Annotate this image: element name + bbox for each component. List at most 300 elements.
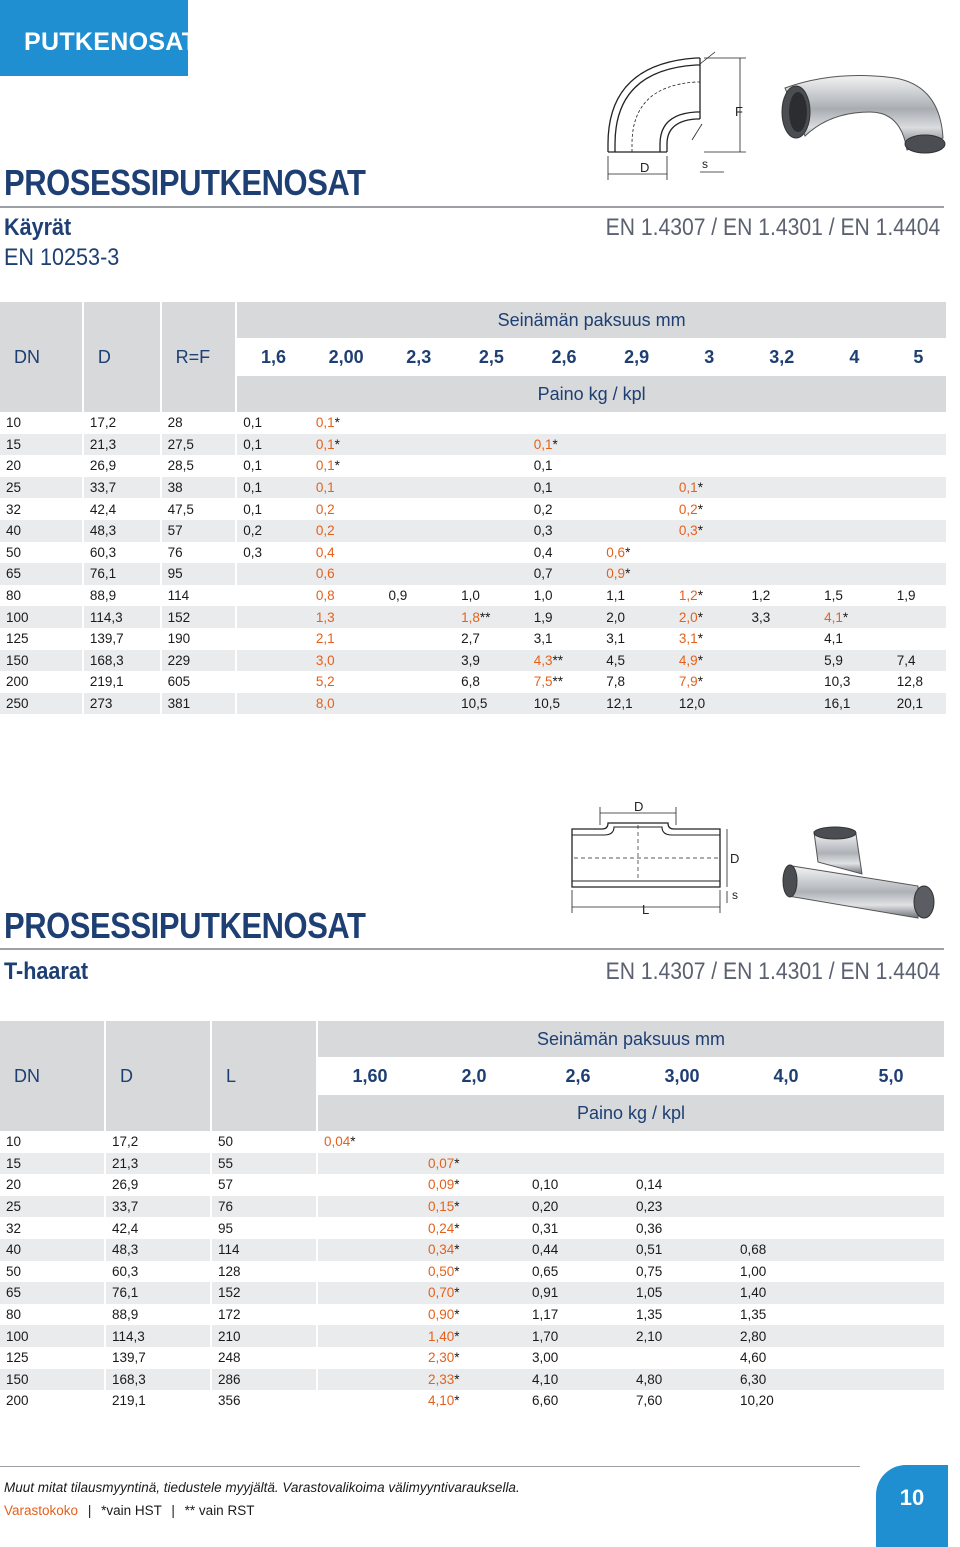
table-row bbox=[0, 1217, 944, 1239]
thickness-7: 3,2 bbox=[746, 338, 819, 376]
table-cell bbox=[455, 563, 528, 585]
table-cell bbox=[455, 498, 528, 520]
table-cell: 20,1 bbox=[891, 693, 946, 715]
table-cell: 21,3 bbox=[84, 434, 162, 456]
table-cell: 7,5** bbox=[533, 674, 563, 690]
table-cell bbox=[673, 455, 746, 477]
table-cell: 114 bbox=[162, 585, 238, 607]
wall-thickness-header: Seinämän paksuus mm bbox=[237, 302, 946, 338]
table-cell bbox=[422, 1131, 526, 1153]
table-cell bbox=[630, 1347, 734, 1369]
table-cell: 3,9 bbox=[455, 650, 528, 672]
table-cell: 80 bbox=[0, 585, 84, 607]
table-cell: 55 bbox=[212, 1153, 318, 1175]
table-cell bbox=[455, 455, 528, 477]
table-cell: 0,44 bbox=[526, 1239, 630, 1261]
table-cell: 3,1* bbox=[678, 631, 703, 647]
table-cell: 6,8 bbox=[461, 674, 480, 690]
thickness-5: 5,0 bbox=[838, 1057, 944, 1095]
table-cell: 3,1 bbox=[606, 631, 626, 647]
table-row bbox=[0, 520, 946, 542]
table-cell bbox=[746, 693, 819, 715]
table-cell bbox=[630, 1131, 734, 1153]
table-cell bbox=[891, 498, 946, 520]
rst-note: ** vain RST bbox=[184, 1503, 255, 1518]
tee-product-image bbox=[778, 822, 946, 922]
table-cell: 40 bbox=[0, 520, 84, 542]
table-cell bbox=[237, 628, 310, 650]
table-cell bbox=[318, 1369, 422, 1391]
table-cell: 2,0* bbox=[673, 606, 746, 628]
stock-size-label: Varastokoko bbox=[4, 1503, 79, 1518]
table-cell: 60,3 bbox=[84, 542, 162, 564]
table-cell: 10 bbox=[0, 1131, 106, 1153]
table-cell: 0,91 bbox=[526, 1282, 630, 1304]
table-cell: 25 bbox=[0, 1196, 106, 1218]
table-cell bbox=[746, 671, 819, 693]
table-cell: 5,2 bbox=[315, 674, 335, 690]
table-cell: 6,30 bbox=[734, 1369, 838, 1391]
section1-title: PROSESSIPUTKENOSAT bbox=[4, 162, 366, 203]
table-cell: 60,3 bbox=[106, 1261, 212, 1283]
table-cell: 0,1 bbox=[237, 434, 310, 456]
table-cell bbox=[382, 498, 455, 520]
table-cell: 0,2 bbox=[533, 501, 553, 517]
table-cell: 47,5 bbox=[162, 498, 238, 520]
table-cell: 0,07* bbox=[422, 1153, 526, 1175]
table-cell: 172 bbox=[212, 1304, 318, 1326]
table-cell bbox=[600, 455, 673, 477]
thickness-2: 2,3 bbox=[382, 338, 455, 376]
table-cell bbox=[746, 412, 819, 434]
table-cell: 57 bbox=[162, 520, 238, 542]
table-cell bbox=[600, 434, 673, 456]
table-cell bbox=[734, 1217, 838, 1239]
table-cell: 0,6 bbox=[310, 563, 383, 585]
table-cell: 65 bbox=[0, 563, 84, 585]
table-cell: 57 bbox=[212, 1174, 318, 1196]
tee-label-d-side: D bbox=[730, 851, 740, 866]
table-cell: 150 bbox=[0, 650, 84, 672]
table-cell: 100 bbox=[0, 606, 84, 628]
table-cell bbox=[318, 1304, 422, 1326]
table-cell: 0,8 bbox=[315, 588, 335, 604]
table-cell: 0,6* bbox=[606, 544, 631, 560]
table-cell: 0,9 bbox=[388, 588, 408, 604]
table-cell bbox=[600, 520, 673, 542]
elbow-label-d: D bbox=[640, 160, 650, 175]
table-cell: 6,60 bbox=[532, 1393, 559, 1409]
table-row bbox=[0, 477, 946, 499]
hst-note: *vain HST bbox=[101, 1503, 162, 1518]
table-cell: 42,4 bbox=[84, 498, 162, 520]
thickness-0: 1,60 bbox=[318, 1057, 422, 1095]
footer-legend: Varastokoko | *vain HST | ** vain RST bbox=[4, 1503, 255, 1518]
table-cell: 356 bbox=[212, 1390, 318, 1412]
table-cell: 40 bbox=[0, 1239, 106, 1261]
table-row bbox=[0, 1261, 944, 1283]
table-cell bbox=[891, 434, 946, 456]
table-cell: 0,14 bbox=[636, 1177, 663, 1193]
table-cell: 88,9 bbox=[106, 1304, 212, 1326]
section2-subtitle: T-haarat bbox=[4, 958, 89, 985]
table-cell: 4,80 bbox=[630, 1369, 734, 1391]
table-cell bbox=[746, 498, 819, 520]
table-cell: 1,70 bbox=[526, 1325, 630, 1347]
table-cell: 0,1 bbox=[310, 477, 383, 499]
table-cell: 0,2 bbox=[310, 520, 383, 542]
table-cell: 0,34* bbox=[422, 1239, 526, 1261]
table-cell: 4,9* bbox=[673, 650, 746, 672]
table-cell bbox=[838, 1325, 944, 1347]
table-cell: 38 bbox=[162, 477, 238, 499]
table-cell: 0,1 bbox=[237, 477, 310, 499]
table-cell: 150 bbox=[0, 1369, 106, 1391]
table-row bbox=[0, 1131, 944, 1153]
table-cell bbox=[455, 520, 528, 542]
section-tab: PUTKENOSAT bbox=[0, 0, 188, 76]
table-cell bbox=[673, 434, 746, 456]
table-cell bbox=[673, 542, 746, 564]
table-cell bbox=[382, 650, 455, 672]
table-cell bbox=[237, 650, 310, 672]
table-cell: 0,9* bbox=[600, 563, 673, 585]
table-cell: 273 bbox=[84, 693, 162, 715]
table-cell: 200 bbox=[0, 1390, 106, 1412]
table-cell bbox=[818, 412, 891, 434]
table-cell bbox=[455, 434, 528, 456]
elbow-dimension-diagram bbox=[600, 44, 760, 184]
table-cell: 7,9* bbox=[678, 674, 703, 690]
table-cell bbox=[891, 477, 946, 499]
table-cell: 1,8** bbox=[455, 606, 528, 628]
table-cell: 381 bbox=[162, 693, 238, 715]
table-cell: 12,0 bbox=[673, 693, 746, 715]
table-cell: 4,1 bbox=[824, 631, 843, 647]
table-cell bbox=[455, 542, 528, 564]
table-cell: 210 bbox=[212, 1325, 318, 1347]
table-cell bbox=[838, 1304, 944, 1326]
col-rf: R=F bbox=[162, 302, 238, 412]
table-row bbox=[0, 1196, 944, 1218]
table-cell: 42,4 bbox=[106, 1217, 212, 1239]
table-cell: 10,20 bbox=[740, 1393, 774, 1409]
table-cell: 1,05 bbox=[630, 1282, 734, 1304]
table-cell bbox=[891, 628, 946, 650]
table-cell: 2,30* bbox=[428, 1350, 460, 1366]
table-cell: 2,7 bbox=[461, 631, 480, 647]
table-cell bbox=[382, 693, 455, 715]
table-cell: 100 bbox=[0, 1325, 106, 1347]
table-cell: 200 bbox=[0, 671, 84, 693]
table-cell bbox=[818, 434, 891, 456]
table-cell: 605 bbox=[162, 671, 238, 693]
table-cell: 95 bbox=[162, 563, 238, 585]
table-cell bbox=[818, 477, 891, 499]
table-cell bbox=[318, 1217, 422, 1239]
table-cell: 50 bbox=[0, 542, 84, 564]
table-cell: 10 bbox=[0, 412, 84, 434]
table-cell: 21,3 bbox=[106, 1153, 212, 1175]
table-cell bbox=[526, 1153, 630, 1175]
table-cell bbox=[600, 498, 673, 520]
table-cell bbox=[734, 1174, 838, 1196]
section1-subtitle: Käyrät bbox=[4, 214, 72, 241]
table-cell bbox=[382, 606, 455, 628]
table-cell bbox=[600, 477, 673, 499]
section1-standard: EN 10253-3 bbox=[4, 244, 120, 271]
table-cell bbox=[318, 1153, 422, 1175]
table-cell bbox=[382, 412, 455, 434]
table-cell bbox=[673, 563, 746, 585]
col-d: D bbox=[84, 302, 162, 412]
thickness-0: 1,6 bbox=[237, 338, 310, 376]
table-cell bbox=[746, 520, 819, 542]
table-row bbox=[0, 693, 946, 715]
table-cell: 4,10 bbox=[526, 1369, 630, 1391]
table-cell: 16,1 bbox=[818, 693, 891, 715]
table-cell bbox=[318, 1261, 422, 1283]
table-cell: 286 bbox=[212, 1369, 318, 1391]
table-cell: 0,7 bbox=[528, 563, 601, 585]
table-cell: 0,1* bbox=[315, 458, 340, 474]
elbow-label-s: s bbox=[702, 157, 708, 171]
table-cell bbox=[382, 477, 455, 499]
table-cell bbox=[528, 412, 601, 434]
section2-materials: EN 1.4307 / EN 1.4301 / EN 1.4404 bbox=[605, 958, 940, 985]
table-cell bbox=[818, 563, 891, 585]
table-cell: 76,1 bbox=[106, 1282, 212, 1304]
thickness-4: 4,0 bbox=[734, 1057, 838, 1095]
table-row bbox=[0, 1390, 944, 1412]
table-cell bbox=[318, 1282, 422, 1304]
table-cell: 0,20 bbox=[526, 1196, 630, 1218]
table-cell bbox=[818, 455, 891, 477]
table-cell bbox=[318, 1196, 422, 1218]
table-row bbox=[0, 412, 946, 434]
table-cell: 76 bbox=[212, 1196, 318, 1218]
table-cell bbox=[237, 585, 310, 607]
tee-col-d: D bbox=[106, 1021, 212, 1131]
table-cell bbox=[891, 606, 946, 628]
table-cell bbox=[891, 563, 946, 585]
table-cell: 128 bbox=[212, 1261, 318, 1283]
table-cell: 32 bbox=[0, 498, 84, 520]
table-cell: 0,1* bbox=[673, 477, 746, 499]
table-cell bbox=[382, 520, 455, 542]
table-cell: 50 bbox=[0, 1261, 106, 1283]
elbow-label-f: F bbox=[735, 104, 743, 119]
footer-note: Muut mitat tilausmyyntinä, tiedustele myyjältä. Varastovalikoima välimyyntivarauksella. bbox=[4, 1480, 520, 1495]
table-cell: 0,36 bbox=[636, 1220, 663, 1236]
table-cell: 17,2 bbox=[84, 412, 162, 434]
table-row bbox=[0, 563, 946, 585]
table-cell bbox=[237, 671, 310, 693]
table-cell bbox=[237, 563, 310, 585]
tee-dimension-diagram bbox=[562, 795, 762, 925]
table-cell: 76,1 bbox=[84, 563, 162, 585]
table-cell: 2,1 bbox=[315, 631, 335, 647]
table-cell: 33,7 bbox=[84, 477, 162, 499]
table-cell: 1,9 bbox=[528, 606, 601, 628]
table-cell bbox=[318, 1174, 422, 1196]
table-cell: 0,75 bbox=[636, 1263, 663, 1279]
table-cell: 4,1* bbox=[818, 606, 891, 628]
table-cell bbox=[318, 1239, 422, 1261]
table-cell: 2,0 bbox=[600, 606, 673, 628]
table-cell: 0,3 bbox=[528, 520, 601, 542]
table-cell: 0,50* bbox=[428, 1263, 460, 1279]
table-cell bbox=[318, 1347, 422, 1369]
table-cell bbox=[734, 1131, 838, 1153]
table-cell: 0,1* bbox=[310, 434, 383, 456]
tee-table bbox=[0, 1021, 944, 1412]
table-cell: 26,9 bbox=[84, 455, 162, 477]
table-cell: 76 bbox=[162, 542, 238, 564]
table-cell bbox=[838, 1196, 944, 1218]
table-cell: 1,9 bbox=[896, 588, 916, 604]
table-cell bbox=[630, 1153, 734, 1175]
thickness-1: 2,0 bbox=[422, 1057, 526, 1095]
table-row bbox=[0, 671, 946, 693]
table-cell: 7,4 bbox=[891, 650, 946, 672]
table-cell: 168,3 bbox=[84, 650, 162, 672]
table-cell: 114,3 bbox=[106, 1325, 212, 1347]
table-row bbox=[0, 542, 946, 564]
thickness-5: 2,9 bbox=[600, 338, 673, 376]
table-cell: 28 bbox=[162, 412, 238, 434]
table-row bbox=[0, 606, 946, 628]
table-cell: 4,10* bbox=[428, 1393, 460, 1409]
table-cell: 8,0 bbox=[310, 693, 383, 715]
table-cell: 248 bbox=[212, 1347, 318, 1369]
table-cell bbox=[838, 1390, 944, 1412]
table-cell: 1,0 bbox=[533, 588, 553, 604]
table-cell: 10,5 bbox=[455, 693, 528, 715]
table-cell: 152 bbox=[212, 1282, 318, 1304]
table-cell bbox=[818, 498, 891, 520]
table-cell: 3,0 bbox=[310, 650, 383, 672]
table-cell bbox=[318, 1325, 422, 1347]
table-cell: 15 bbox=[0, 434, 84, 456]
table-cell: 27,5 bbox=[162, 434, 238, 456]
table-cell bbox=[382, 434, 455, 456]
tee-label-d-top: D bbox=[634, 799, 644, 814]
table-cell: 20 bbox=[0, 1174, 106, 1196]
table-cell: 0,51 bbox=[630, 1239, 734, 1261]
table-cell: 0,1 bbox=[243, 501, 263, 517]
table-cell: 0,4 bbox=[315, 544, 335, 560]
thickness-1: 2,00 bbox=[310, 338, 383, 376]
table-cell bbox=[382, 542, 455, 564]
table-cell: 7,8 bbox=[606, 674, 626, 690]
table-row bbox=[0, 1304, 944, 1326]
table-cell: 0,1 bbox=[243, 458, 263, 474]
table-cell: 3,1 bbox=[533, 631, 553, 647]
elbow-table bbox=[0, 302, 946, 714]
table-cell: 190 bbox=[162, 628, 238, 650]
tee-weight-header: Paino kg / kpl bbox=[318, 1095, 944, 1131]
table-cell bbox=[838, 1131, 944, 1153]
table-cell: 15 bbox=[0, 1153, 106, 1175]
table-cell: 1,40* bbox=[422, 1325, 526, 1347]
table-cell: 1,40 bbox=[734, 1282, 838, 1304]
table-cell: 48,3 bbox=[84, 520, 162, 542]
table-cell: 5,9 bbox=[818, 650, 891, 672]
table-cell bbox=[838, 1347, 944, 1369]
table-cell: 4,60 bbox=[740, 1350, 767, 1366]
table-cell bbox=[526, 1131, 630, 1153]
thickness-4: 2,6 bbox=[528, 338, 601, 376]
table-cell: 88,9 bbox=[84, 585, 162, 607]
table-cell: 1,2 bbox=[751, 588, 771, 604]
table-cell bbox=[838, 1369, 944, 1391]
table-cell: 0,68 bbox=[734, 1239, 838, 1261]
table-cell: 0,70* bbox=[422, 1282, 526, 1304]
table-cell: 0,23 bbox=[630, 1196, 734, 1218]
table-cell: 26,9 bbox=[106, 1174, 212, 1196]
table-cell bbox=[455, 412, 528, 434]
table-cell bbox=[734, 1196, 838, 1218]
table-cell bbox=[673, 412, 746, 434]
table-cell: 2,80 bbox=[734, 1325, 838, 1347]
table-cell bbox=[382, 628, 455, 650]
tee-col-dn: DN bbox=[0, 1021, 106, 1131]
thickness-3: 3,00 bbox=[630, 1057, 734, 1095]
table-cell: 33,7 bbox=[106, 1196, 212, 1218]
table-cell bbox=[382, 455, 455, 477]
table-cell: 1,00 bbox=[740, 1263, 767, 1279]
table-cell bbox=[746, 563, 819, 585]
table-cell bbox=[382, 671, 455, 693]
table-cell: 50 bbox=[212, 1131, 318, 1153]
thickness-6: 3 bbox=[673, 338, 746, 376]
table-row bbox=[0, 1325, 944, 1347]
table-cell bbox=[891, 542, 946, 564]
table-cell bbox=[734, 1153, 838, 1175]
table-cell: 0,3 bbox=[243, 544, 263, 560]
table-cell: 32 bbox=[0, 1217, 106, 1239]
table-cell bbox=[746, 542, 819, 564]
table-cell: 1,3 bbox=[310, 606, 383, 628]
page-number: 10 bbox=[876, 1465, 948, 1547]
tee-label-s: s bbox=[732, 888, 738, 902]
table-row bbox=[0, 650, 946, 672]
table-cell: 65 bbox=[0, 1282, 106, 1304]
elbow-product-image bbox=[775, 60, 955, 160]
table-cell bbox=[891, 412, 946, 434]
table-cell: 1,5 bbox=[824, 588, 843, 604]
table-row bbox=[0, 1369, 944, 1391]
table-cell: 0,2 bbox=[237, 520, 310, 542]
table-cell: 229 bbox=[162, 650, 238, 672]
table-cell: 0,09* bbox=[428, 1177, 460, 1193]
table-cell: 0,1* bbox=[315, 415, 340, 431]
table-cell: 139,7 bbox=[84, 628, 162, 650]
section2-title: PROSESSIPUTKENOSAT bbox=[4, 905, 366, 946]
table-row bbox=[0, 434, 946, 456]
table-cell: 114,3 bbox=[84, 606, 162, 628]
table-cell: 10,5 bbox=[528, 693, 601, 715]
weight-header: Paino kg / kpl bbox=[237, 376, 946, 412]
table-cell: 125 bbox=[0, 1347, 106, 1369]
table-cell: 4,5 bbox=[600, 650, 673, 672]
table-row bbox=[0, 628, 946, 650]
table-cell bbox=[746, 650, 819, 672]
table-cell bbox=[838, 1174, 944, 1196]
table-row bbox=[0, 455, 946, 477]
thickness-9: 5 bbox=[891, 338, 946, 376]
